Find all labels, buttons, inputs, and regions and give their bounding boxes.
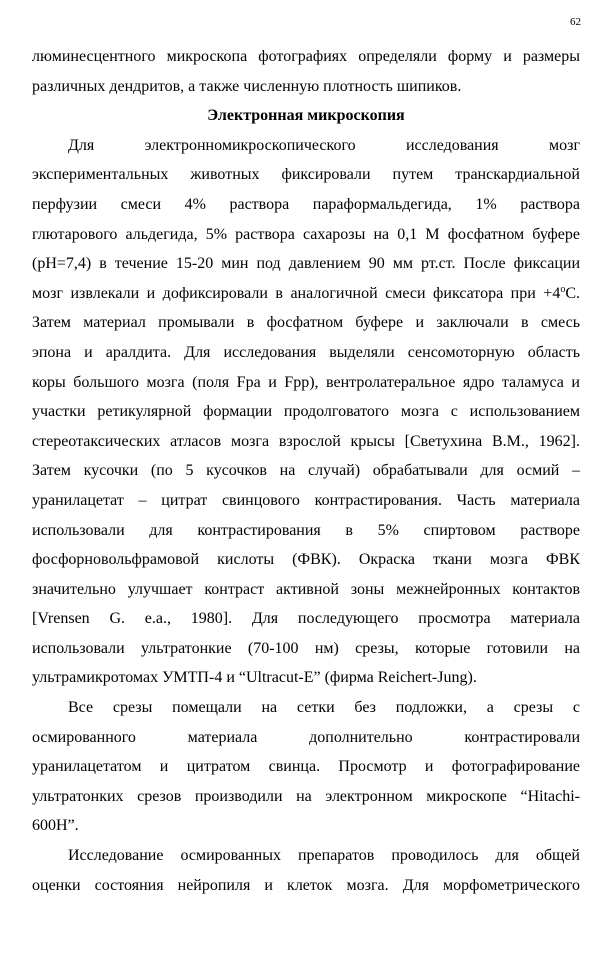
text-line: использовали для контрастирования в 5% спиртовом растворе: [32, 521, 580, 539]
text-line: экспериментальных животных фиксировали путем транскардиальной: [32, 166, 580, 184]
text-line: Исследование осмированных препаратов проводилось для общей: [68, 847, 580, 865]
text-line: использовали ультратонкие (70-100 нм) срезы, которые готовили на: [32, 639, 580, 657]
text-line: ультратонких срезов производили на электронном микроскопе “Hitachi-: [32, 787, 580, 805]
document-body: [32, 42, 580, 900]
text-line: (рН=7,4) в течение 15-20 мин под давлением 90 мм рт.ст. После фиксации: [32, 255, 580, 273]
text-line: стереотаксических атласов мозга взрослой крысы [Светухина В.М., 1962].: [32, 432, 580, 450]
text-line: Затем кусочки (по 5 кусочков на случай) обрабатывали для осмий –: [32, 462, 580, 480]
section-heading: Электронная микроскопия: [207, 107, 405, 125]
text-line: оценки состояния нейропиля и клеток мозга. Для морфометрического: [32, 876, 580, 894]
text-line: 600H”.: [32, 817, 79, 835]
degree-superscript: o: [560, 283, 566, 295]
text-line: Все срезы помещали на сетки без подложки, а срезы с: [68, 699, 580, 717]
text-line: Затем материал промывали в фосфатном буфере и заключали в смесь: [32, 314, 580, 332]
text-line: фосфорновольфрамовой кислоты (ФВК). Окраска ткани мозга ФВК: [32, 551, 580, 569]
text-line: ультрамикротомах УМТП-4 и “Ultracut-E” (фирма Reichert-Jung).: [32, 669, 477, 687]
text-line: глютарового альдегида, 5% раствора сахарозы на 0,1 М фосфатном буфере: [32, 225, 580, 243]
text-line: люминесцентного микроскопа фотографиях определяли форму и размеры: [32, 48, 580, 65]
text-line-with-degree: [32, 279, 580, 309]
text-line: коры большого мозга (поля Fpa и Fpp), вентролатеральное ядро таламуса и: [32, 373, 580, 391]
text-line: эпона и аралдита. Для исследования выделяли сенсомоторную область: [32, 343, 580, 361]
text-line: уранилацетат – цитрат свинцового контрастирования. Часть материала: [32, 491, 580, 509]
text-line: уранилацетатом и цитратом свинца. Просмотр и фотографирование: [32, 758, 580, 776]
page-number: 62: [570, 16, 581, 28]
text-segment: мозг извлекали и дофиксировали в аналогичной смеси фиксатора при +4: [32, 284, 561, 302]
text-line: Для электронномикроскопического исследования мозг: [68, 136, 580, 154]
text-line: осмированного материала дополнительно контрастировали: [32, 728, 580, 746]
text-line: различных дендритов, а также численную плотность шипиков.: [32, 77, 462, 95]
text-line: значительно улучшает контраст активной зоны межнейронных контактов: [32, 580, 580, 598]
text-line: [Vrensen G. e.a., 1980]. Для последующего просмотра материала: [32, 610, 580, 628]
text-line: участки ретикулярной формации продолговатого мозга с использованием: [32, 403, 580, 421]
text-segment: C.: [565, 284, 580, 302]
text-line: перфузии смеси 4% раствора параформальдегида, 1% раствора: [32, 195, 580, 213]
